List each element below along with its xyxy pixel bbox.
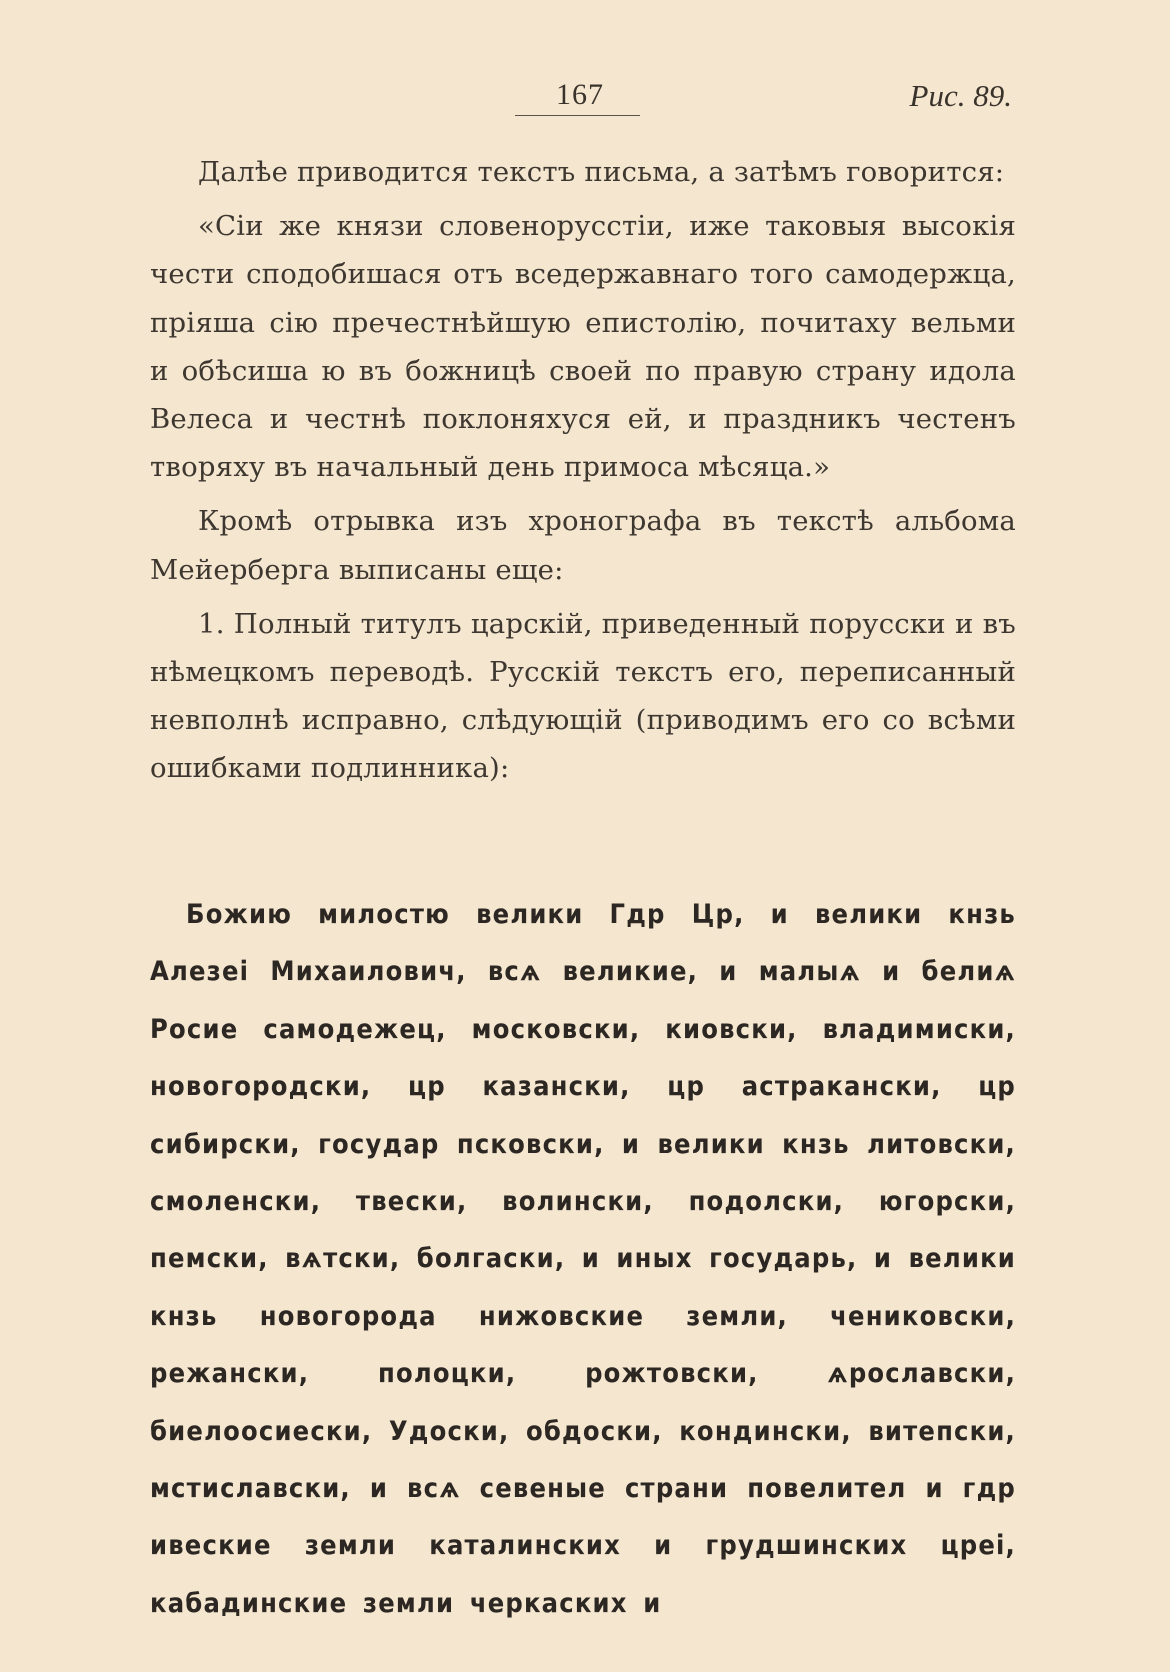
paragraph-intro: Далѣе приводится текстъ письма, а затѣмъ говорится: xyxy=(198,156,1005,188)
body-text xyxy=(150,148,1016,793)
tsar-title-text: Божию милостю велики Гдр Цр, и велики кнзь Алезеі Михаилович, всѧ великие, и малыѧ и белиѧ Росие самодежец, московски, киовски, владимиски, новогородски, цр казански, цр астракански, цр сибирски, государ псковски, и велики кнзь литовски, смоленски, твески, волински, подолски, югорски, пемски, вѧтски, болгаски, и иных государь, и велики кнзь новогорода нижовские земли, чениковски, режански, полоцки, рожтовски, ѧрославски, биелоосиески, Удоски, обдоски, кондински, витепски, мстиславски, и всѧ севеные страни повелител и гдр ивеские земли каталинских и грудшинских црei, кабадинские земли черкаских и xyxy=(150,899,1016,1619)
header-rule xyxy=(515,115,640,116)
paragraph-title-intro: 1. Полный титулъ царскій, приведенный порусски и въ нѣмецкомъ переводѣ. Русскій текстъ его, переписанный невполнѣ исправно, слѣдующій (приводимъ его со всѣми ошибками подлинника): xyxy=(150,607,1016,785)
slavonic-title-block xyxy=(150,886,1016,1632)
paragraph-quote: «Сіи же князи словенорусстіи, иже таковыя высокія чести сподобишася отъ вседержавнаго того самодержца, пріяша сію пречестнѣйшую епистолію, почитаху вельми и обѣсиша ю въ божницѣ своей по правую страну идола Велеса и честнѣ поклоняхуся ей, и праздникъ честенъ творяху въ начальный день примоса мѣсяца.» xyxy=(150,210,1016,484)
figure-reference: Рис. 89. xyxy=(909,78,1012,113)
page-header xyxy=(0,72,1170,122)
paragraph-album: Кромѣ отрывка изъ хронографа въ текстѣ альбома Мейерберга выписаны еще: xyxy=(150,505,1016,586)
page-number: 167 xyxy=(556,78,604,111)
